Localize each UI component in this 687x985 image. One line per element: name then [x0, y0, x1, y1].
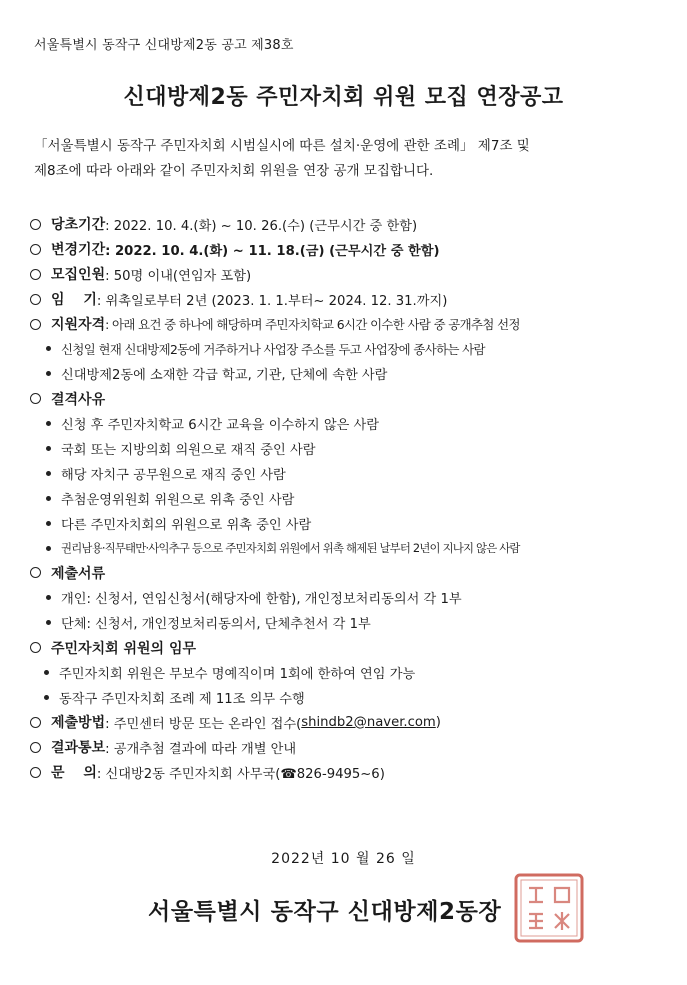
notice-title: 신대방제2동 주민자치회 위원 모집 연장공고	[123, 85, 564, 110]
dot-bullet-icon	[46, 446, 51, 451]
dot-bullet-icon	[46, 496, 51, 501]
circle-bullet-icon	[30, 642, 41, 653]
qualification-bullet	[30, 361, 670, 386]
changed-period-row	[30, 237, 670, 262]
item-label: 문 의	[51, 765, 97, 782]
circle-bullet-icon	[30, 319, 41, 330]
circle-bullet-icon	[30, 393, 41, 404]
dot-bullet-icon	[46, 595, 51, 600]
disqualification-bullet	[30, 536, 670, 561]
intro-paragraph	[34, 134, 664, 184]
bullet-text: 국회 또는 지방의회 의원으로 재직 중인 사람	[61, 442, 316, 458]
documents-bullet	[30, 610, 670, 635]
notice-number: 서울특별시 동작구 신대방제2동 공고 제38호	[34, 38, 294, 53]
bullet-text: 해당 자치구 공무원으로 재직 중인 사람	[61, 467, 286, 483]
qualification-row	[30, 312, 670, 337]
item-label: 제출서류	[51, 565, 106, 582]
qualification-bullet	[30, 336, 670, 361]
circle-bullet-icon	[30, 717, 41, 728]
dot-bullet-icon	[44, 670, 49, 675]
item-value-suffix: )	[435, 714, 441, 730]
submission-row	[30, 710, 670, 735]
disqualification-bullet	[30, 411, 670, 436]
item-label: 주민자치회 위원의 임무	[51, 640, 196, 657]
dot-bullet-icon	[46, 620, 51, 625]
circle-bullet-icon	[30, 269, 41, 280]
original-period-row	[30, 212, 670, 237]
circle-bullet-icon	[30, 219, 41, 230]
circle-bullet-icon	[30, 244, 41, 255]
circle-bullet-icon	[30, 767, 41, 778]
recruits-row	[30, 262, 670, 287]
bullet-text: 주민자치회 위원은 무보수 명예직이며 1회에 한하여 연임 가능	[59, 666, 416, 682]
item-label: 당초기간	[51, 217, 106, 234]
bullet-text: 신대방제2동에 소재한 각급 학교, 기관, 단체에 속한 사람	[61, 368, 388, 384]
circle-bullet-icon	[30, 294, 41, 305]
dot-bullet-icon	[46, 546, 51, 551]
disqualification-bullet	[30, 511, 670, 536]
documents-bullet	[30, 585, 670, 610]
documents-row	[30, 560, 670, 585]
email-link[interactable]: shindb2@naver.com	[301, 714, 436, 730]
duties-bullet	[30, 685, 670, 710]
dot-bullet-icon	[46, 521, 51, 526]
issuer-name: 서울특별시 동작구 신대방제2동장	[148, 899, 502, 925]
item-value: : 아래 요건 중 하나에 해당하며 주민자치학교 6시간 이수한 사람 중 공개추첨 선정	[105, 317, 520, 332]
disqualification-bullet	[30, 436, 670, 461]
bullet-text: 추첨운영위원회 위원으로 위촉 중인 사람	[61, 492, 295, 508]
bullet-text: 신청일 현재 신대방제2동에 거주하거나 사업장 주소를 두고 사업장에 종사하는 사람	[61, 341, 485, 357]
item-label: 임 기	[51, 292, 97, 309]
duties-bullet	[30, 660, 670, 685]
disqualification-bullet	[30, 461, 670, 486]
notice-date: 2022년 10 월 26 일	[271, 851, 416, 867]
item-value: : 2022. 10. 4.(화) ~ 10. 26.(수) (근무시간 중 한함)	[105, 218, 418, 234]
circle-bullet-icon	[30, 567, 41, 578]
disqualification-row	[30, 386, 670, 411]
result-row	[30, 735, 670, 760]
item-value: : 공개추첨 결과에 따라 개별 안내	[105, 741, 297, 757]
item-label: 지원자격	[51, 317, 106, 333]
item-value: : 2022. 10. 4.(화) ~ 11. 18.(금) (근무시간 중 한함)	[105, 243, 440, 259]
item-label: 제출방법	[51, 715, 106, 732]
duties-row	[30, 635, 670, 660]
notice-body	[30, 212, 670, 784]
dot-bullet-icon	[46, 421, 51, 426]
bullet-text: 개인: 신청서, 연임신청서(해당자에 한함), 개인정보처리동의서 각 1부	[61, 592, 462, 608]
item-label: 변경기간	[51, 242, 106, 259]
intro-line: 「서울특별시 동작구 주민자치회 시범실시에 따른 설치·운영에 관한 조례」 제7조 및	[34, 138, 530, 154]
bullet-text: 권리남용·직무태만·사익추구 등으로 주민자치회 위원에서 위촉 해제된 날부터 2년이 지나지 않은 사람	[61, 541, 520, 556]
intro-line: 제8조에 따라 아래와 같이 주민자치회 위원을 연장 공개 모집합니다.	[34, 163, 434, 179]
item-value: : 신대방2동 주민자치회 사무국(☎826-9495~6)	[96, 766, 385, 782]
circle-bullet-icon	[30, 742, 41, 753]
dot-bullet-icon	[46, 346, 51, 351]
item-label: 모집인원	[51, 267, 106, 284]
item-label: 결과통보	[51, 740, 106, 757]
dot-bullet-icon	[44, 695, 49, 700]
inquiry-row	[30, 760, 670, 785]
item-value: : 주민센터 방문 또는 온라인 접수(	[105, 716, 302, 732]
dot-bullet-icon	[46, 471, 51, 476]
bullet-text: 신청 후 주민자치학교 6시간 교육을 이수하지 않은 사람	[61, 418, 379, 434]
term-row	[30, 287, 670, 312]
official-seal-icon	[513, 872, 585, 944]
bullet-text: 단체: 신청서, 개인정보처리동의서, 단체추천서 각 1부	[61, 617, 371, 633]
bullet-text: 동작구 주민자치회 조례 제 11조 의무 수행	[59, 691, 305, 707]
item-value: : 위촉일로부터 2년 (2023. 1. 1.부터~ 2024. 12. 31.까지)	[96, 293, 448, 309]
item-value: : 50명 이내(연임자 포함)	[105, 268, 252, 284]
dot-bullet-icon	[46, 371, 51, 376]
bullet-text: 다른 주민자치회의 위원으로 위촉 중인 사람	[61, 517, 312, 533]
item-label: 결격사유	[51, 391, 106, 408]
disqualification-bullet	[30, 486, 670, 511]
